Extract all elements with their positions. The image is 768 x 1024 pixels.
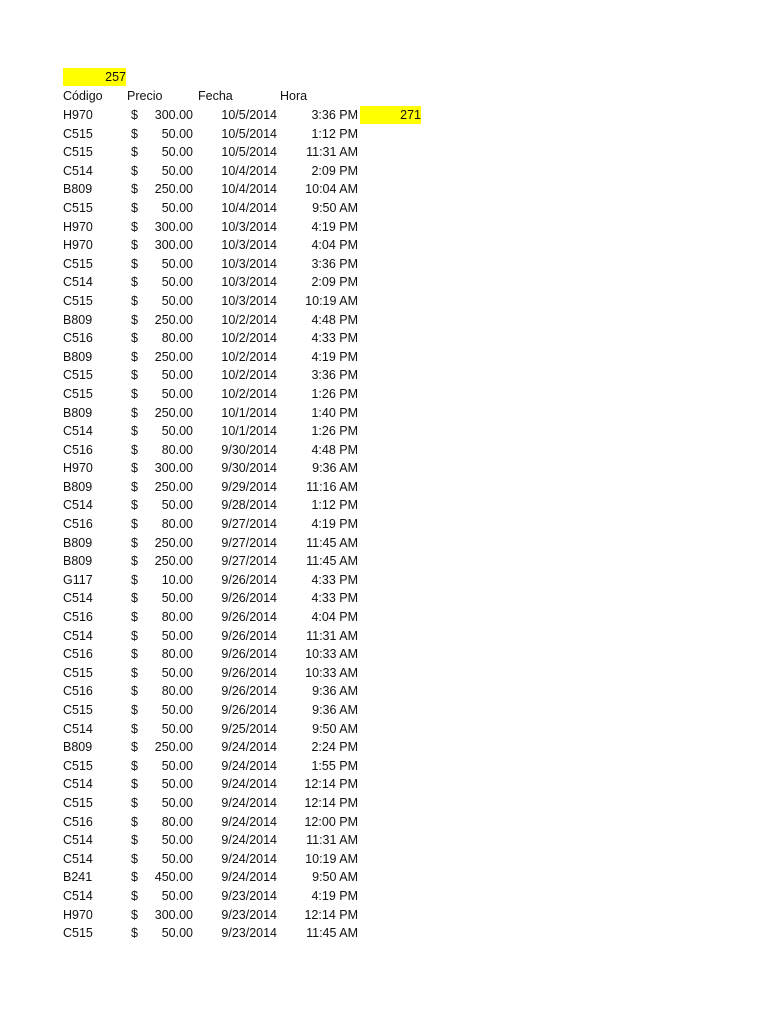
- cell-currency-symbol[interactable]: $: [131, 349, 138, 364]
- table-row: [0, 385, 768, 404]
- cell-time[interactable]: 4:19 PM: [311, 219, 358, 234]
- cell-price[interactable]: 300.00: [154, 219, 193, 234]
- table-row: [0, 701, 768, 720]
- cell-date[interactable]: 10/3/2014: [221, 256, 277, 271]
- cell-code[interactable]: H970: [63, 238, 93, 253]
- cell-time[interactable]: 10:33 AM: [305, 647, 358, 662]
- cell-time[interactable]: 2:09 PM: [311, 275, 358, 290]
- cell-currency-symbol[interactable]: $: [131, 424, 138, 439]
- table-row: [0, 831, 768, 850]
- cell-time[interactable]: 3:36 PM: [311, 256, 358, 271]
- cell-price[interactable]: 80.00: [161, 647, 193, 662]
- cell-time[interactable]: 11:45 AM: [306, 554, 358, 569]
- table-row: [0, 422, 768, 441]
- column-header-date[interactable]: Fecha: [198, 89, 233, 103]
- cell-code[interactable]: H970: [63, 219, 93, 234]
- cell-time[interactable]: 4:19 PM: [311, 888, 358, 903]
- cell-currency-symbol[interactable]: $: [131, 591, 138, 606]
- cell-currency-symbol[interactable]: $: [131, 498, 138, 513]
- cell-date[interactable]: 10/2/2014: [221, 331, 277, 346]
- highlighted-side-count-cell[interactable]: 271: [360, 106, 421, 124]
- cell-date[interactable]: 10/3/2014: [221, 275, 277, 290]
- cell-currency-symbol[interactable]: $: [131, 256, 138, 271]
- cell-time[interactable]: 12:00 PM: [304, 814, 358, 829]
- cell-price[interactable]: 300.00: [154, 108, 193, 122]
- cell-date[interactable]: 9/24/2014: [221, 870, 277, 885]
- cell-time[interactable]: 11:31 AM: [306, 833, 358, 848]
- cell-time[interactable]: 1:40 PM: [311, 405, 358, 420]
- table-row: [0, 757, 768, 776]
- cell-price[interactable]: 50.00: [161, 386, 193, 401]
- cell-currency-symbol[interactable]: $: [131, 610, 138, 625]
- table-row: [0, 534, 768, 553]
- table-row: [0, 366, 768, 385]
- table-row: [0, 552, 768, 571]
- cell-date[interactable]: 10/3/2014: [221, 219, 277, 234]
- cell-code[interactable]: C514: [63, 498, 93, 513]
- cell-code[interactable]: B809: [63, 182, 93, 197]
- cell-price[interactable]: 50.00: [161, 200, 193, 215]
- cell-price[interactable]: 80.00: [161, 517, 193, 532]
- cell-code[interactable]: B809: [63, 479, 93, 494]
- table-row: [0, 627, 768, 646]
- cell-currency-symbol[interactable]: $: [131, 833, 138, 848]
- table-row: [0, 924, 768, 943]
- cell-date[interactable]: 9/23/2014: [221, 926, 277, 941]
- table-row: [0, 478, 768, 497]
- cell-currency-symbol[interactable]: $: [131, 572, 138, 587]
- cell-currency-symbol[interactable]: $: [131, 777, 138, 792]
- cell-code[interactable]: C516: [63, 684, 93, 699]
- cell-time[interactable]: 4:33 PM: [311, 331, 358, 346]
- cell-date[interactable]: 9/30/2014: [221, 442, 277, 457]
- table-row: [0, 515, 768, 534]
- cell-price[interactable]: 300.00: [154, 238, 193, 253]
- cell-code[interactable]: C514: [63, 424, 93, 439]
- cell-price[interactable]: 50.00: [161, 703, 193, 717]
- cell-date[interactable]: 9/24/2014: [221, 814, 277, 829]
- cell-date[interactable]: 10/5/2014: [221, 108, 277, 122]
- table-row: [0, 180, 768, 199]
- cell-price[interactable]: 250.00: [154, 349, 193, 364]
- table-row: [0, 311, 768, 330]
- column-header-code[interactable]: Código: [63, 89, 103, 103]
- cell-price[interactable]: 50.00: [161, 721, 193, 736]
- cell-time[interactable]: 12:14 PM: [304, 907, 358, 922]
- cell-time[interactable]: 4:04 PM: [311, 610, 358, 625]
- cell-price[interactable]: 50.00: [161, 145, 193, 160]
- table-row: [0, 813, 768, 832]
- cell-price[interactable]: 50.00: [161, 833, 193, 848]
- cell-code[interactable]: C514: [63, 888, 93, 903]
- table-row: [0, 106, 768, 125]
- cell-time[interactable]: 10:19 AM: [305, 851, 358, 866]
- cell-code[interactable]: B241: [63, 870, 93, 885]
- cell-date[interactable]: 10/3/2014: [221, 238, 277, 253]
- cell-code[interactable]: B809: [63, 349, 93, 364]
- cell-date[interactable]: 9/24/2014: [221, 777, 277, 792]
- cell-date[interactable]: 9/24/2014: [221, 758, 277, 773]
- cell-time[interactable]: 4:33 PM: [311, 591, 358, 606]
- cell-code[interactable]: H970: [63, 461, 93, 476]
- cell-currency-symbol[interactable]: $: [131, 126, 138, 141]
- table-row: [0, 496, 768, 515]
- cell-time[interactable]: 11:45 AM: [306, 926, 358, 941]
- cell-currency-symbol[interactable]: $: [131, 647, 138, 662]
- cell-currency-symbol[interactable]: $: [131, 758, 138, 773]
- cell-currency-symbol[interactable]: $: [131, 275, 138, 290]
- cell-time[interactable]: 10:19 AM: [305, 293, 358, 308]
- cell-time[interactable]: 9:36 AM: [312, 461, 358, 476]
- cell-code[interactable]: H970: [63, 907, 93, 922]
- cell-code[interactable]: C516: [63, 647, 93, 662]
- cell-price[interactable]: 50.00: [161, 591, 193, 606]
- cell-date[interactable]: 10/1/2014: [221, 424, 277, 439]
- cell-price[interactable]: 50.00: [161, 888, 193, 903]
- cell-code[interactable]: C514: [63, 163, 93, 178]
- cell-date[interactable]: 9/29/2014: [221, 479, 277, 494]
- cell-currency-symbol[interactable]: $: [131, 554, 138, 569]
- cell-currency-symbol[interactable]: $: [131, 293, 138, 308]
- cell-date[interactable]: 9/30/2014: [221, 461, 277, 476]
- cell-code[interactable]: C515: [63, 386, 93, 401]
- table-row: [0, 348, 768, 367]
- cell-time[interactable]: 4:04 PM: [311, 238, 358, 253]
- cell-date[interactable]: 10/5/2014: [221, 126, 277, 141]
- cell-date[interactable]: 10/2/2014: [221, 386, 277, 401]
- table-row: [0, 329, 768, 348]
- cell-time[interactable]: 9:50 AM: [312, 721, 358, 736]
- cell-time[interactable]: 10:04 AM: [305, 182, 358, 197]
- cell-price[interactable]: 250.00: [154, 740, 193, 755]
- cell-code[interactable]: C515: [63, 795, 93, 810]
- cell-price[interactable]: 80.00: [161, 442, 193, 457]
- cell-date[interactable]: 9/26/2014: [221, 684, 277, 699]
- cell-code[interactable]: C515: [63, 293, 93, 308]
- table-row: [0, 162, 768, 181]
- table-row: [0, 125, 768, 144]
- cell-time[interactable]: 1:12 PM: [311, 126, 358, 141]
- cell-price[interactable]: 50.00: [161, 293, 193, 308]
- cell-date[interactable]: 9/27/2014: [221, 535, 277, 550]
- cell-code[interactable]: B809: [63, 740, 93, 755]
- cell-date[interactable]: 9/26/2014: [221, 628, 277, 643]
- cell-currency-symbol[interactable]: $: [131, 442, 138, 457]
- cell-code[interactable]: C514: [63, 777, 93, 792]
- cell-time[interactable]: 4:19 PM: [311, 517, 358, 532]
- cell-currency-symbol[interactable]: $: [131, 926, 138, 941]
- cell-price[interactable]: 50.00: [161, 795, 193, 810]
- cell-date[interactable]: 9/26/2014: [221, 665, 277, 680]
- cell-code[interactable]: C515: [63, 368, 93, 383]
- cell-currency-symbol[interactable]: $: [131, 108, 138, 122]
- column-header-price[interactable]: Precio: [127, 89, 163, 103]
- cell-time[interactable]: 10:33 AM: [305, 665, 358, 680]
- cell-time[interactable]: 11:31 AM: [306, 628, 358, 643]
- cell-code[interactable]: C514: [63, 275, 93, 290]
- data-table-body: [0, 106, 768, 943]
- cell-price[interactable]: 250.00: [154, 405, 193, 420]
- cell-price[interactable]: 250.00: [154, 479, 193, 494]
- cell-currency-symbol[interactable]: $: [131, 888, 138, 903]
- cell-currency-symbol[interactable]: $: [131, 386, 138, 401]
- cell-currency-symbol[interactable]: $: [131, 368, 138, 383]
- cell-code[interactable]: H970: [63, 108, 93, 122]
- cell-time[interactable]: 4:19 PM: [311, 349, 358, 364]
- cell-date[interactable]: 9/26/2014: [221, 610, 277, 625]
- cell-date[interactable]: 9/24/2014: [221, 740, 277, 755]
- cell-date[interactable]: 9/24/2014: [221, 833, 277, 848]
- cell-date[interactable]: 10/3/2014: [221, 293, 277, 308]
- table-row: [0, 794, 768, 813]
- cell-price[interactable]: 50.00: [161, 256, 193, 271]
- cell-currency-symbol[interactable]: $: [131, 870, 138, 885]
- cell-price[interactable]: 50.00: [161, 275, 193, 290]
- cell-date[interactable]: 10/5/2014: [221, 145, 277, 160]
- cell-date[interactable]: 9/25/2014: [221, 721, 277, 736]
- cell-currency-symbol[interactable]: $: [131, 405, 138, 420]
- cell-code[interactable]: B809: [63, 535, 93, 550]
- cell-date[interactable]: 10/4/2014: [221, 182, 277, 197]
- cell-currency-symbol[interactable]: $: [131, 851, 138, 866]
- cell-code[interactable]: C514: [63, 851, 93, 866]
- cell-date[interactable]: 9/26/2014: [221, 591, 277, 606]
- cell-date[interactable]: 9/23/2014: [221, 907, 277, 922]
- cell-date[interactable]: 9/26/2014: [221, 572, 277, 587]
- cell-code[interactable]: C516: [63, 331, 93, 346]
- cell-code[interactable]: C514: [63, 721, 93, 736]
- highlighted-count-cell[interactable]: 257: [63, 68, 126, 86]
- table-row: [0, 682, 768, 701]
- cell-price[interactable]: 50.00: [161, 926, 193, 941]
- cell-code[interactable]: G117: [63, 572, 93, 587]
- cell-price[interactable]: 250.00: [154, 535, 193, 550]
- cell-currency-symbol[interactable]: $: [131, 479, 138, 494]
- cell-time[interactable]: 4:48 PM: [311, 312, 358, 327]
- table-row: [0, 664, 768, 683]
- cell-price[interactable]: 50.00: [161, 126, 193, 141]
- table-row: [0, 404, 768, 423]
- cell-date[interactable]: 9/28/2014: [221, 498, 277, 513]
- cell-code[interactable]: B809: [63, 554, 93, 569]
- cell-date[interactable]: 9/23/2014: [221, 888, 277, 903]
- cell-price[interactable]: 50.00: [161, 777, 193, 792]
- cell-currency-symbol[interactable]: $: [131, 740, 138, 755]
- cell-currency-symbol[interactable]: $: [131, 312, 138, 327]
- table-row: [0, 255, 768, 274]
- cell-price[interactable]: 250.00: [154, 182, 193, 197]
- cell-price[interactable]: 250.00: [154, 554, 193, 569]
- cell-currency-symbol[interactable]: $: [131, 907, 138, 922]
- cell-date[interactable]: 10/2/2014: [221, 312, 277, 327]
- cell-time[interactable]: 9:50 AM: [312, 200, 358, 215]
- cell-price[interactable]: 50.00: [161, 665, 193, 680]
- cell-code[interactable]: B809: [63, 405, 93, 420]
- cell-price[interactable]: 300.00: [154, 907, 193, 922]
- cell-time[interactable]: 12:14 PM: [304, 777, 358, 792]
- cell-time[interactable]: 3:36 PM: [311, 108, 358, 122]
- table-row: [0, 236, 768, 255]
- cell-code[interactable]: C514: [63, 591, 93, 606]
- cell-currency-symbol[interactable]: $: [131, 517, 138, 532]
- table-row: [0, 868, 768, 887]
- cell-currency-symbol[interactable]: $: [131, 219, 138, 234]
- cell-price[interactable]: 450.00: [154, 870, 193, 885]
- cell-currency-symbol[interactable]: $: [131, 628, 138, 643]
- cell-price[interactable]: 50.00: [161, 424, 193, 439]
- cell-price[interactable]: 80.00: [161, 684, 193, 699]
- cell-price[interactable]: 80.00: [161, 331, 193, 346]
- cell-code[interactable]: C516: [63, 517, 93, 532]
- cell-currency-symbol[interactable]: $: [131, 182, 138, 197]
- cell-currency-symbol[interactable]: $: [131, 461, 138, 476]
- cell-code[interactable]: C515: [63, 703, 93, 717]
- cell-time[interactable]: 1:26 PM: [311, 424, 358, 439]
- table-row: [0, 218, 768, 237]
- cell-code[interactable]: C515: [63, 126, 93, 141]
- cell-date[interactable]: 10/4/2014: [221, 163, 277, 178]
- cell-currency-symbol[interactable]: $: [131, 535, 138, 550]
- cell-code[interactable]: C515: [63, 758, 93, 773]
- cell-price[interactable]: 10.00: [161, 572, 193, 587]
- cell-code[interactable]: C515: [63, 200, 93, 215]
- cell-code[interactable]: C516: [63, 610, 93, 625]
- cell-code[interactable]: C516: [63, 442, 93, 457]
- cell-currency-symbol[interactable]: $: [131, 331, 138, 346]
- cell-time[interactable]: 9:36 AM: [312, 684, 358, 699]
- cell-date[interactable]: 9/26/2014: [221, 647, 277, 662]
- cell-price[interactable]: 80.00: [161, 610, 193, 625]
- cell-currency-symbol[interactable]: $: [131, 703, 138, 717]
- cell-code[interactable]: C514: [63, 628, 93, 643]
- cell-code[interactable]: C516: [63, 814, 93, 829]
- table-row: [0, 143, 768, 162]
- cell-time[interactable]: 12:14 PM: [304, 795, 358, 810]
- cell-date[interactable]: 9/27/2014: [221, 554, 277, 569]
- table-row: [0, 199, 768, 218]
- table-row: [0, 850, 768, 869]
- cell-price[interactable]: 50.00: [161, 368, 193, 383]
- table-row: [0, 608, 768, 627]
- cell-time[interactable]: 9:36 AM: [312, 703, 358, 717]
- cell-price[interactable]: 50.00: [161, 163, 193, 178]
- cell-code[interactable]: C515: [63, 256, 93, 271]
- cell-price[interactable]: 250.00: [154, 312, 193, 327]
- cell-time[interactable]: 11:45 AM: [306, 535, 358, 550]
- cell-currency-symbol[interactable]: $: [131, 721, 138, 736]
- cell-date[interactable]: 10/4/2014: [221, 200, 277, 215]
- cell-time[interactable]: 4:33 PM: [311, 572, 358, 587]
- cell-currency-symbol[interactable]: $: [131, 684, 138, 699]
- cell-code[interactable]: C515: [63, 665, 93, 680]
- cell-currency-symbol[interactable]: $: [131, 665, 138, 680]
- cell-code[interactable]: B809: [63, 312, 93, 327]
- cell-currency-symbol[interactable]: $: [131, 200, 138, 215]
- cell-code[interactable]: C514: [63, 833, 93, 848]
- table-row: [0, 887, 768, 906]
- cell-date[interactable]: 10/1/2014: [221, 405, 277, 420]
- cell-price[interactable]: 50.00: [161, 758, 193, 773]
- cell-price[interactable]: 50.00: [161, 498, 193, 513]
- cell-code[interactable]: C515: [63, 145, 93, 160]
- cell-currency-symbol[interactable]: $: [131, 145, 138, 160]
- cell-date[interactable]: 9/24/2014: [221, 851, 277, 866]
- cell-date[interactable]: 9/27/2014: [221, 517, 277, 532]
- cell-time[interactable]: 11:31 AM: [306, 145, 358, 160]
- table-row: [0, 459, 768, 478]
- cell-code[interactable]: C515: [63, 926, 93, 941]
- cell-date[interactable]: 10/2/2014: [221, 368, 277, 383]
- cell-time[interactable]: 3:36 PM: [311, 368, 358, 383]
- table-row: [0, 720, 768, 739]
- table-row: [0, 571, 768, 590]
- cell-date[interactable]: 9/24/2014: [221, 795, 277, 810]
- cell-time[interactable]: 11:16 AM: [306, 479, 358, 494]
- table-row: [0, 645, 768, 664]
- cell-currency-symbol[interactable]: $: [131, 163, 138, 178]
- cell-price[interactable]: 300.00: [154, 461, 193, 476]
- table-row: [0, 441, 768, 460]
- cell-time[interactable]: 1:26 PM: [311, 386, 358, 401]
- table-row: [0, 292, 768, 311]
- cell-date[interactable]: 9/26/2014: [221, 703, 277, 717]
- table-row: [0, 589, 768, 608]
- cell-time[interactable]: 1:55 PM: [311, 758, 358, 773]
- cell-price[interactable]: 50.00: [161, 851, 193, 866]
- cell-currency-symbol[interactable]: $: [131, 238, 138, 253]
- cell-time[interactable]: 9:50 AM: [312, 870, 358, 885]
- cell-currency-symbol[interactable]: $: [131, 795, 138, 810]
- cell-time[interactable]: 1:12 PM: [311, 498, 358, 513]
- table-row: [0, 738, 768, 757]
- cell-time[interactable]: 2:24 PM: [311, 740, 358, 755]
- cell-price[interactable]: 80.00: [161, 814, 193, 829]
- table-row: [0, 906, 768, 925]
- cell-time[interactable]: 4:48 PM: [311, 442, 358, 457]
- column-header-time[interactable]: Hora: [280, 89, 308, 103]
- cell-time[interactable]: 2:09 PM: [311, 163, 358, 178]
- table-row: [0, 775, 768, 794]
- cell-price[interactable]: 50.00: [161, 628, 193, 643]
- cell-currency-symbol[interactable]: $: [131, 814, 138, 829]
- table-row: [0, 273, 768, 292]
- cell-date[interactable]: 10/2/2014: [221, 349, 277, 364]
